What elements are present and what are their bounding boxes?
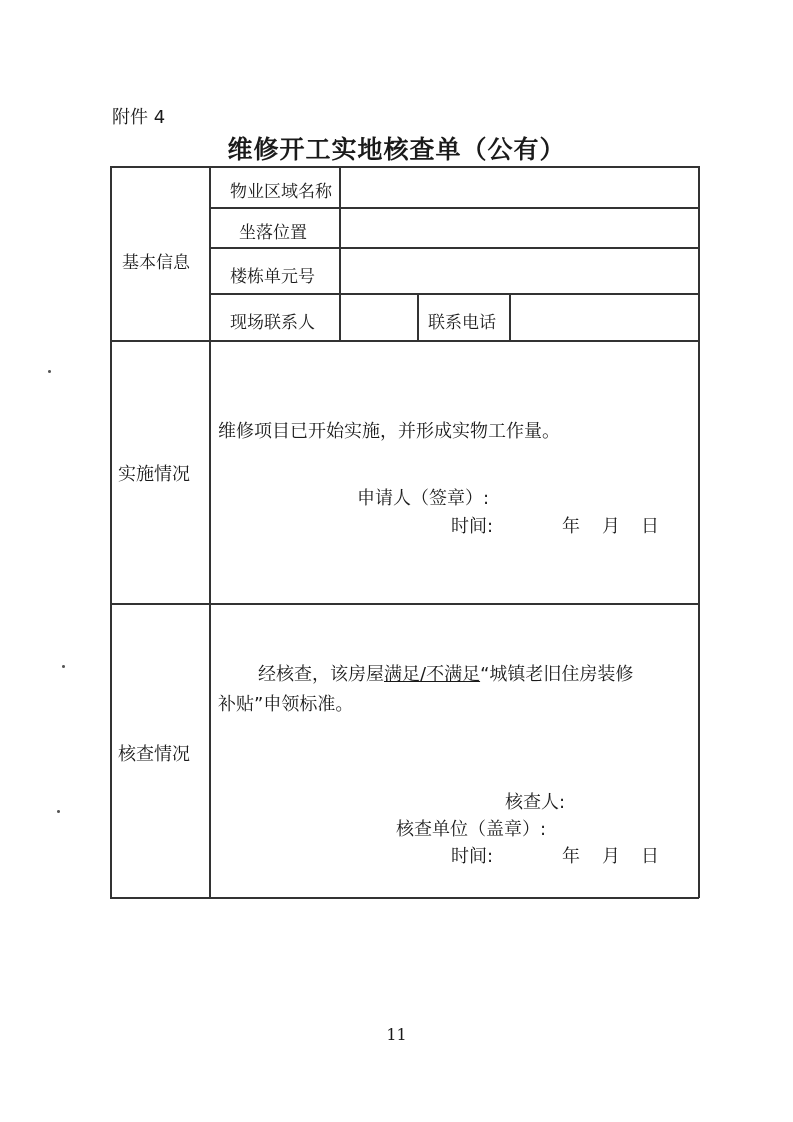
scan-speck	[48, 370, 51, 373]
contact-column-divider-1	[417, 293, 419, 341]
section-divider-2	[110, 603, 699, 605]
verification-time-label: 时间:	[451, 846, 494, 867]
implementation-day-label: 日	[641, 516, 659, 537]
basic-info-label: 基本信息	[122, 253, 190, 273]
verification-year-label: 年	[562, 846, 580, 867]
property-area-name-label: 物业区域名称	[230, 182, 332, 202]
label-column-divider	[209, 166, 211, 898]
verification-statement-line1	[258, 660, 633, 686]
page-number: 11	[386, 1025, 407, 1044]
table-top-border	[110, 166, 699, 168]
form-title: 维修开工实地核查单（公有）	[227, 135, 566, 164]
basic-row-divider-1	[209, 207, 699, 209]
verifier-label: 核查人:	[505, 792, 566, 813]
verification-statement-suffix: “城镇老旧住房装修	[480, 664, 634, 685]
implementation-year-label: 年	[562, 516, 580, 537]
basic-row-divider-3	[209, 293, 699, 295]
location-label: 坐落位置	[239, 223, 307, 243]
verifier-unit-label: 核查单位（盖章）:	[396, 819, 547, 840]
basic-row-divider-2	[209, 247, 699, 249]
verification-statement-prefix: 经核查，该房屋	[258, 664, 384, 685]
verification-day-label: 日	[641, 846, 659, 867]
contact-phone-label: 联系电话	[428, 313, 496, 333]
building-unit-no-label: 楼栋单元号	[230, 267, 315, 287]
implementation-label: 实施情况	[118, 464, 190, 485]
section-divider-1	[110, 340, 699, 342]
implementation-statement: 维修项目已开始实施，并形成实物工作量。	[218, 421, 560, 442]
implementation-time-label: 时间:	[451, 516, 494, 537]
implementation-month-label: 月	[602, 516, 620, 537]
scan-speck	[57, 810, 60, 813]
applicant-signature-label: 申请人（签章）:	[357, 488, 490, 509]
verification-option: 满足/不满足	[384, 664, 481, 685]
table-left-border	[110, 166, 112, 898]
verification-label: 核查情况	[118, 744, 190, 765]
scan-speck	[62, 665, 65, 668]
field-label-divider	[339, 166, 341, 341]
table-bottom-border	[110, 897, 699, 899]
table-right-border	[698, 166, 700, 898]
attachment-label: 附件 4	[112, 107, 166, 128]
verification-statement-line2: 补贴”申领标准。	[218, 694, 354, 715]
verification-month-label: 月	[602, 846, 620, 867]
onsite-contact-label: 现场联系人	[230, 313, 315, 333]
contact-column-divider-2	[509, 293, 511, 341]
